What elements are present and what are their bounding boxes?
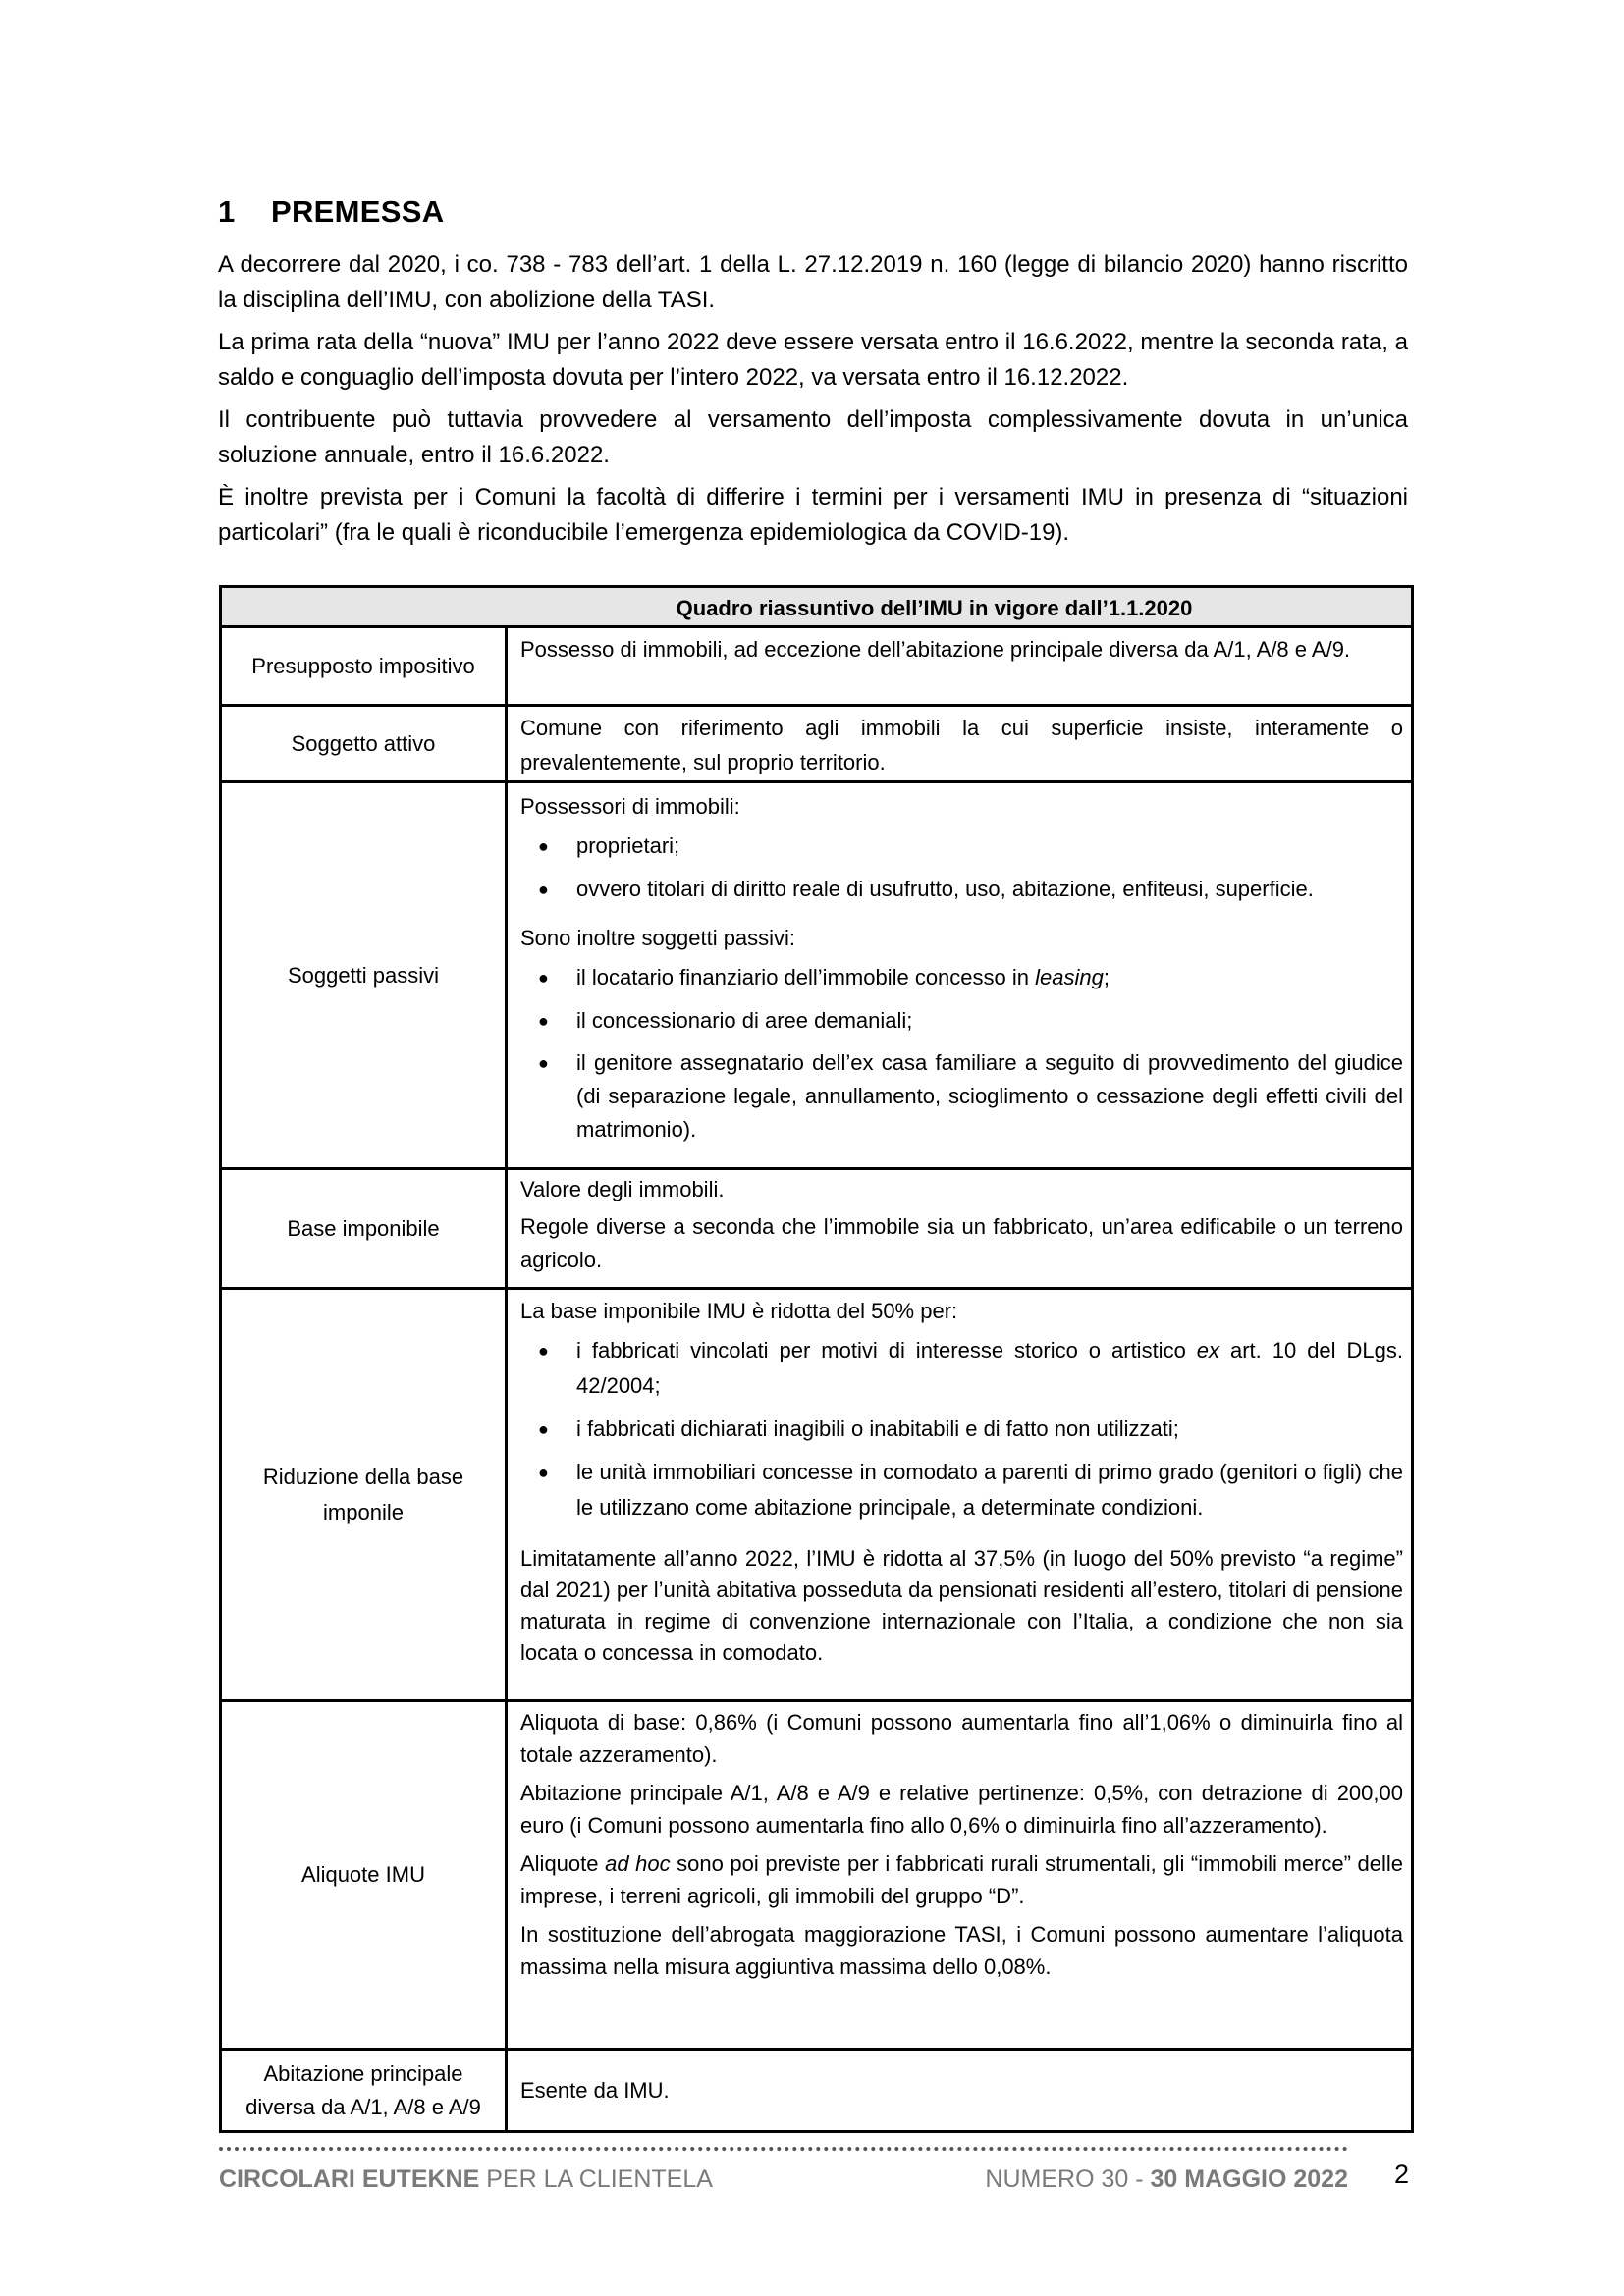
row-text: Esente da IMU. [520,2077,670,2103]
row-label: Abitazione principale diversa da A/1, A/8 e A/9 [222,2051,508,2130]
footer-issue-date: 30 MAGGIO 2022 [1150,2165,1348,2193]
row-text-emphasis: ad hoc [605,1851,671,1876]
row-text: La base imponibile IMU è ridotta del 50% per: [520,1299,958,1323]
row-text: Sono inoltre soggetti passivi: [520,926,796,950]
list-item-text: art. 10 del DLgs. 42/2004; [576,1338,1403,1398]
list-item-emphasis: leasing [1035,965,1104,989]
page-number: 2 [1393,2160,1409,2189]
row-content [508,628,1411,704]
bullet-icon: ● [538,880,549,899]
table-row [222,2051,1411,2130]
intro-paragraph: Il contribuente può tuttavia provvedere al versamento dell’imposta complessivamente dovuta in un’unica soluzione annuale, entro il 16.6.2022. [218,406,1408,468]
row-content [508,783,1411,1167]
row-text: Possesso di immobili, ad eccezione dell’abitazione principale diversa da A/1, A/8 e A/9. [520,637,1351,662]
page-footer [219,2160,1409,2197]
list-item [520,1455,1403,1525]
list-item-text: i fabbricati vincolati per motivi di interesse storico o artistico [576,1338,1197,1362]
bullet-icon: ● [538,1463,549,1482]
section-title: PREMESSA [271,194,445,229]
row-label: Soggetto attivo [222,707,508,780]
bullet-icon: ● [538,1011,549,1031]
bullet-icon: ● [538,1341,549,1361]
row-content [508,2051,1411,2130]
list-item-text: i fabbricati dichiarati inagibili o inabitabili e di fatto non utilizzati; [576,1416,1179,1441]
row-label: Base imponibile [222,1170,508,1287]
list-item-text: il genitore assegnatario dell’ex casa familiare a seguito di provvedimento del giudice (di separazione legale, annullamento, scioglimento o cessazione degli effetti civili del matrimonio). [576,1050,1403,1142]
bullet-list [520,828,1403,907]
table-row [222,1290,1411,1702]
bullet-list [520,1333,1403,1525]
intro-paragraph: La prima rata della “nuova” IMU per l’anno 2022 deve essere versata entro il 16.6.2022, mentre la seconda rata, a saldo e conguaglio dell’imposta dovuta per l’intero 2022, va versata entro il 16.12.2022. [218,329,1408,391]
table-row [222,707,1411,783]
table-row [222,783,1411,1170]
list-item [520,828,1403,864]
row-label: Aliquote IMU [222,1702,508,2048]
row-text-part: sono poi previste per i fabbricati rurali strumentali, gli “immobili merce” delle imprese, i terreni agricoli, gli immobili del gruppo “D”. [520,1851,1403,1908]
footer-divider [219,2147,1348,2151]
row-label: Riduzione della base imponile [222,1290,508,1699]
list-item-text: il concessionario di aree demaniali; [576,1008,913,1033]
table-title: Quadro riassuntivo dell’IMU in vigore dall’1.1.2020 [222,588,1411,628]
intro-paragraph: A decorrere dal 2020, i co. 738 - 783 dell’art. 1 della L. 27.12.2019 n. 160 (legge di bilancio 2020) hanno riscritto la disciplina dell’IMU, con abolizione della TASI. [218,251,1408,313]
bullet-icon: ● [538,1053,549,1073]
table-row [222,1170,1411,1290]
row-text: Valore degli immobili. [520,1177,725,1201]
intro-paragraph: È inoltre prevista per i Comuni la facoltà di differire i termini per i versamenti IMU in presenza di “situazioni particolari” (fra le quali è riconducibile l’emergenza epidemiologica da COVID-19). [218,484,1408,546]
section-number: 1 [218,194,236,229]
list-item-emphasis: ex [1196,1338,1220,1362]
table-row [222,1702,1411,2051]
footer-issue-number: NUMERO 30 - [985,2165,1151,2193]
footer-publication [219,2165,713,2194]
bullet-icon: ● [538,968,549,988]
list-item-text: il locatario finanziario dell’immobile concesso in [576,965,1036,989]
bullet-list [520,960,1403,1147]
footer-issue [985,2165,1348,2194]
list-item-text: ; [1103,965,1110,989]
row-text: Abitazione principale A/1, A/8 e A/9 e relative pertinenze: 0,5%, con detrazione di 200,00 euro (i Comuni possono aumentarla fino allo 0,6% o diminuirla fino all’azzeramento). [520,1781,1403,1838]
row-text [520,1847,1403,1912]
row-content [508,1170,1411,1287]
section-heading [218,194,444,230]
intro-text [218,247,1408,558]
list-item-text: le unità immobiliari concesse in comodato a parenti di primo grado (genitori o figli) che le utilizzano come abitazione principale, a determinate condizioni. [576,1460,1403,1520]
footer-brand-rest: PER LA CLIENTELA [479,2165,713,2193]
bullet-icon: ● [538,836,549,856]
row-text-part: Aliquote [520,1851,606,1876]
bullet-icon: ● [538,1419,549,1439]
table-row [222,628,1411,707]
list-item [520,960,1403,995]
imu-summary-table [219,585,1414,2133]
list-item [520,1412,1403,1447]
list-item [520,1003,1403,1039]
list-item-text: proprietari; [576,833,680,858]
row-label: Presupposto impositivo [222,628,508,704]
footer-brand: CIRCOLARI EUTEKNE [219,2165,480,2193]
list-item [520,872,1403,907]
row-content [508,707,1411,780]
row-text: Aliquota di base: 0,86% (i Comuni possono aumentarla fino all’1,06% o diminuirla fino al totale azzeramento). [520,1710,1403,1767]
row-text: In sostituzione dell’abrogata maggiorazione TASI, i Comuni possono aumentare l’aliquota massima nella misura aggiuntiva massima dello 0,08%. [520,1922,1403,1979]
row-text: Regole diverse a seconda che l’immobile sia un fabbricato, un’area edificabile o un terreno agricolo. [520,1214,1403,1272]
row-label: Soggetti passivi [222,783,508,1167]
list-item [520,1046,1403,1147]
row-content [508,1702,1411,2048]
row-content [508,1290,1411,1699]
list-item-text: ovvero titolari di diritto reale di usufrutto, uso, abitazione, enfiteusi, superficie. [576,877,1314,901]
list-item [520,1333,1403,1404]
row-text: Possessori di immobili: [520,794,740,819]
row-text: Comune con riferimento agli immobili la cui superficie insiste, interamente o prevalentemente, sul proprio territorio. [520,716,1403,774]
row-text: Limitatamente all’anno 2022, l’IMU è ridotta al 37,5% (in luogo del 50% previsto “a regime” dal 2021) per l’unità abitativa posseduta da pensionati residenti all’estero, titolari di pensione maturata in regime di convenzione internazionale con l’Italia, a condizione che non sia locata o concessa in comodato. [520,1546,1403,1665]
